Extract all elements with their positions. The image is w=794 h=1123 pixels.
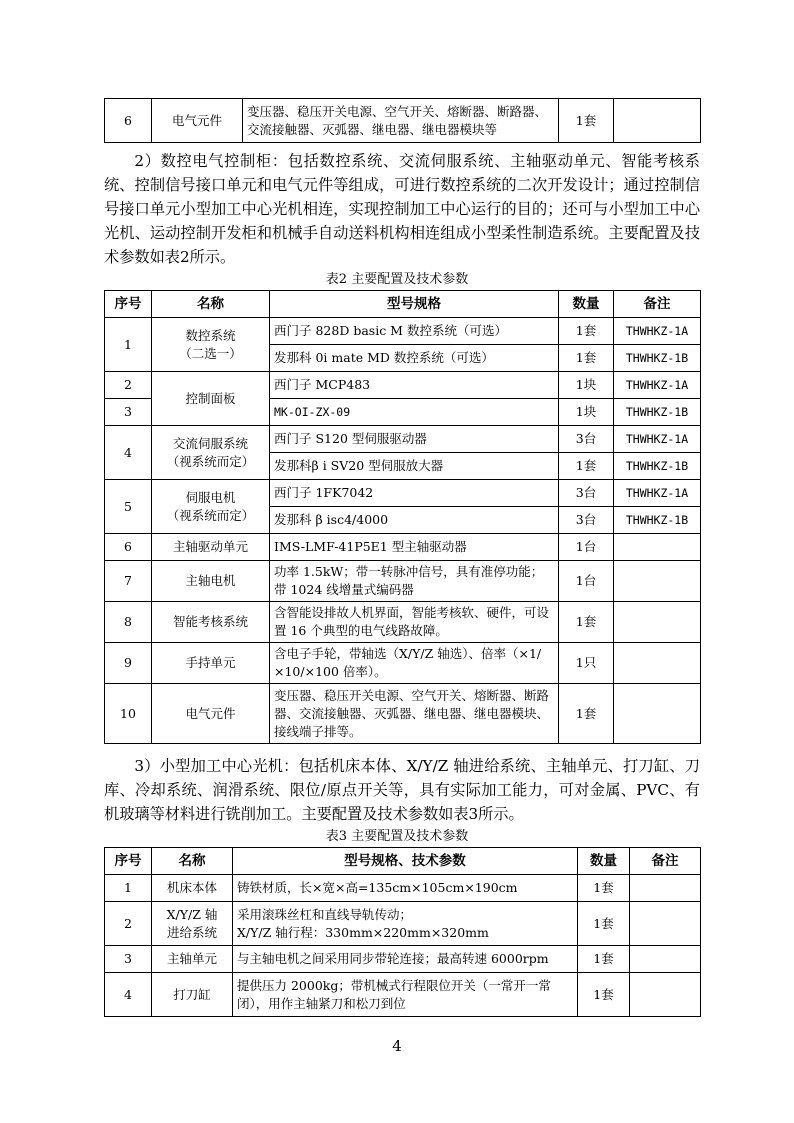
table-row xyxy=(105,973,701,1017)
table-row xyxy=(105,602,701,643)
cell-spec: 西门子 S120 型伺服驱动器 xyxy=(270,426,559,453)
cell-no: 1 xyxy=(105,318,152,372)
cell-name: 机床本体 xyxy=(152,875,233,902)
cell-note xyxy=(614,602,701,643)
cell-note xyxy=(614,534,701,561)
cell-spec: IMS-LMF-41P5E1 型主轴驱动器 xyxy=(270,534,559,561)
cell-name: 伺服电机 （视系统而定） xyxy=(152,480,270,534)
header-no: 序号 xyxy=(105,291,152,318)
cell-no: 8 xyxy=(105,602,152,643)
cell-note xyxy=(614,561,701,602)
cell-qty: 1套 xyxy=(559,345,614,372)
table-row xyxy=(105,99,701,143)
table-row xyxy=(105,372,701,399)
header-qty: 数量 xyxy=(578,848,630,875)
cell-no: 1 xyxy=(105,875,152,902)
cell-no: 6 xyxy=(105,534,152,561)
cell-qty: 1套 xyxy=(559,99,614,143)
header-no: 序号 xyxy=(105,848,152,875)
cell-name: 打刀缸 xyxy=(152,973,233,1017)
cell-spec: 发那科β i SV20 型伺服放大器 xyxy=(270,453,559,480)
table-row xyxy=(105,643,701,684)
cell-name: X/Y/Z 轴 进给系统 xyxy=(152,902,233,946)
paragraph-control-cabinet: 2）数控电气控制柜：包括数控系统、交流伺服系统、主轴驱动单元、智能考核系统、控制信号接口单元和电气元件等组成，可进行数控系统的二次开发设计；通过控制信号接口单元小型加工中心光机相连，实现控制加工中心运行的目的；还可与小型加工中心光机、运动控制开发柜和机械手自动送料机构相连组成小型柔性制造系统。主要配置及技术参数如表2所示。 xyxy=(104,152,700,266)
cell-qty: 1只 xyxy=(559,643,614,684)
header-name: 名称 xyxy=(152,848,233,875)
cell-no: 10 xyxy=(105,684,152,744)
header-spec: 型号规格 xyxy=(270,291,559,318)
cell-note: THWHKZ-1B xyxy=(614,399,701,426)
paragraph-machining-center: 3）小型加工中心光机：包括机床本体、X/Y/Z 轴进给系统、主轴单元、打刀缸、刀库、冷却系统、润滑系统、限位/原点开关等，具有实际加工能力，可对金属、PVC、有机玻璃等材料进行铣削加工。主要配置及技术参数如表3所示。 xyxy=(104,757,700,823)
cell-qty: 1套 xyxy=(559,318,614,345)
cell-no: 2 xyxy=(105,372,152,399)
cell-spec: 铸铁材质，长×宽×高=135cm×105cm×190cm xyxy=(233,875,578,902)
table-row xyxy=(105,480,701,507)
cell-spec: 变压器、稳压开关电源、空气开关、熔断器、断路器、交流接触器、灭弧器、继电器、继电器模块等 xyxy=(243,99,559,143)
cell-note xyxy=(614,684,701,744)
table-row xyxy=(105,875,701,902)
table-row xyxy=(105,946,701,973)
cell-name: 智能考核系统 xyxy=(152,602,270,643)
cell-no: 9 xyxy=(105,643,152,684)
cell-qty: 1套 xyxy=(559,684,614,744)
table-row xyxy=(105,561,701,602)
cell-qty: 1块 xyxy=(559,399,614,426)
cell-name: 控制面板 xyxy=(152,372,270,426)
cell-qty: 1套 xyxy=(559,453,614,480)
cell-qty: 3台 xyxy=(559,426,614,453)
cell-no: 6 xyxy=(105,99,152,143)
cell-no: 3 xyxy=(105,946,152,973)
cell-note: THWHKZ-1A xyxy=(614,372,701,399)
cell-note: THWHKZ-1A xyxy=(614,426,701,453)
cell-note: THWHKZ-1A xyxy=(614,480,701,507)
cell-name: 主轴电机 xyxy=(152,561,270,602)
cell-spec: 发那科 0i mate MD 数控系统（可选） xyxy=(270,345,559,372)
cell-qty: 1套 xyxy=(578,973,630,1017)
table-row xyxy=(105,684,701,744)
header-note: 备注 xyxy=(614,291,701,318)
cell-qty: 3台 xyxy=(559,507,614,534)
header-note: 备注 xyxy=(630,848,701,875)
cell-note xyxy=(614,99,701,143)
cell-spec: 功率 1.5kW；带一转脉冲信号，具有准停功能；带 1024 线增量式编码器 xyxy=(270,561,559,602)
cell-spec: 发那科 β isc4/4000 xyxy=(270,507,559,534)
table-header-row xyxy=(105,848,701,875)
cell-spec: 与主轴电机之间采用同步带轮连接；最高转速 6000rpm xyxy=(233,946,578,973)
cell-qty: 1台 xyxy=(559,534,614,561)
cell-note: THWHKZ-1A xyxy=(614,318,701,345)
cell-no: 3 xyxy=(105,399,152,426)
cell-spec: 西门子 1FK7042 xyxy=(270,480,559,507)
cell-note xyxy=(614,643,701,684)
cell-note xyxy=(630,946,701,973)
cell-no: 4 xyxy=(105,973,152,1017)
top-table xyxy=(104,98,701,143)
table-header-row xyxy=(105,291,701,318)
cell-note: THWHKZ-1B xyxy=(614,453,701,480)
header-name: 名称 xyxy=(152,291,270,318)
cell-name: 主轴单元 xyxy=(152,946,233,973)
cell-qty: 1套 xyxy=(559,602,614,643)
cell-note: THWHKZ-1B xyxy=(614,507,701,534)
page-number: 4 xyxy=(392,1037,402,1055)
cell-spec: MK-OI-ZX-09 xyxy=(270,399,559,426)
table-row xyxy=(105,902,701,946)
cell-spec: 变压器、稳压开关电源、空气开关、熔断器、断路器、交流接触器、灭弧器、继电器、继电器模块、接线端子排等。 xyxy=(270,684,559,744)
table3-caption: 表3 主要配置及技术参数 xyxy=(325,829,469,844)
cell-name: 电气元件 xyxy=(152,684,270,744)
header-qty: 数量 xyxy=(559,291,614,318)
table-row xyxy=(105,426,701,453)
cell-no: 2 xyxy=(105,902,152,946)
header-spec: 型号规格、技术参数 xyxy=(233,848,578,875)
cell-spec: 含智能设排故人机界面，智能考核软、硬件，可设置 16 个典型的电气线路故障。 xyxy=(270,602,559,643)
table2-caption: 表2 主要配置及技术参数 xyxy=(325,272,469,287)
cell-name: 手持单元 xyxy=(152,643,270,684)
cell-note xyxy=(630,902,701,946)
cell-name: 数控系统 （二选一） xyxy=(152,318,270,372)
cell-name: 主轴驱动单元 xyxy=(152,534,270,561)
cell-spec: 提供压力 2000kg；带机械式行程限位开关（一常开一常闭），用作主轴紧刀和松刀到位 xyxy=(233,973,578,1017)
cell-note xyxy=(630,875,701,902)
cell-qty: 1块 xyxy=(559,372,614,399)
cell-note: THWHKZ-1B xyxy=(614,345,701,372)
cell-spec: 含电子手轮，带轴选（X/Y/Z 轴选）、倍率（×1/×10/×100 倍率）。 xyxy=(270,643,559,684)
cell-qty: 1套 xyxy=(578,946,630,973)
cell-qty: 1套 xyxy=(578,875,630,902)
table-row xyxy=(105,318,701,345)
table2 xyxy=(104,290,701,744)
cell-no: 4 xyxy=(105,426,152,480)
cell-spec: 采用滚珠丝杠和直线导轨传动； X/Y/Z 轴行程：330mm×220mm×320mm xyxy=(233,902,578,946)
cell-qty: 1套 xyxy=(578,902,630,946)
table-row xyxy=(105,534,701,561)
cell-name: 电气元件 xyxy=(152,99,243,143)
cell-spec: 西门子 MCP483 xyxy=(270,372,559,399)
cell-qty: 1台 xyxy=(559,561,614,602)
cell-no: 5 xyxy=(105,480,152,534)
cell-name: 交流伺服系统 （视系统而定） xyxy=(152,426,270,480)
cell-spec: 西门子 828D basic M 数控系统（可选） xyxy=(270,318,559,345)
cell-note xyxy=(630,973,701,1017)
cell-no: 7 xyxy=(105,561,152,602)
table3 xyxy=(104,847,701,1017)
cell-qty: 3台 xyxy=(559,480,614,507)
